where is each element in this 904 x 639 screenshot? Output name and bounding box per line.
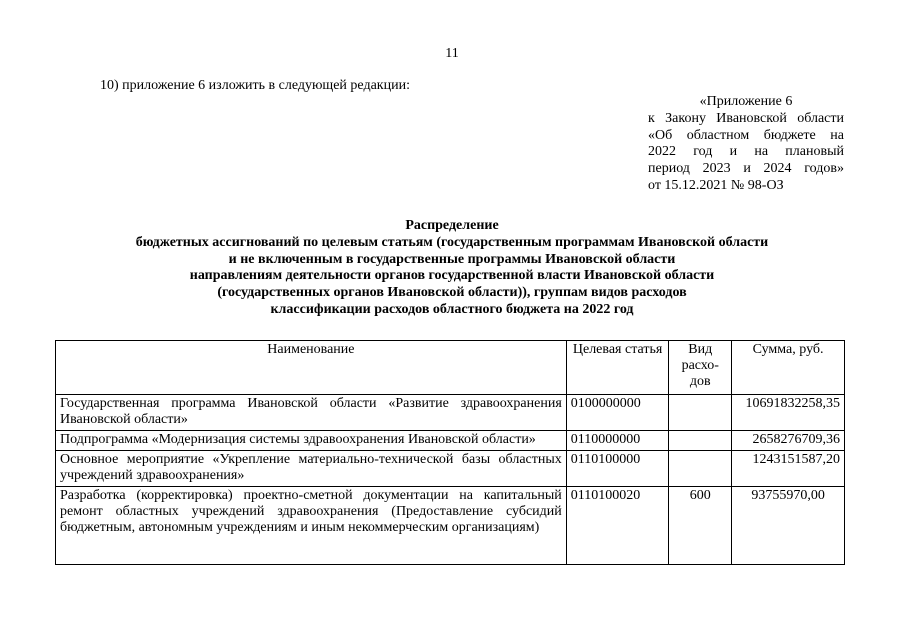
cell-code: 0100000000 (566, 395, 669, 431)
title-line: Распределение (405, 218, 499, 233)
page-number: 11 (445, 46, 459, 61)
title-line: классификации расходов областного бюджета на 2022 год (270, 301, 634, 317)
table-row (56, 395, 845, 431)
table-row (56, 451, 845, 487)
title-line: бюджетных ассигнований по целевым статьям (государственным программам Ивановской области (135, 234, 769, 250)
appendix-line: 2022 год и на плановый (648, 144, 844, 160)
appendix-line: от 15.12.2021 № 98-ОЗ (648, 177, 784, 193)
cell-type: 600 (669, 487, 732, 565)
appendix-reference (648, 94, 844, 195)
cell-type (669, 451, 732, 487)
document-title (60, 218, 844, 319)
table-header-row (56, 341, 845, 395)
cell-type (669, 395, 732, 431)
header-type: Вид расхо-дов (669, 341, 732, 395)
title-line: и не включенным в государственные программы Ивановской области (228, 251, 676, 267)
cell-code: 0110000000 (566, 431, 669, 451)
cell-type (669, 431, 732, 451)
intro-text: 10) приложение 6 изложить в следующей редакции: (100, 78, 410, 93)
cell-name: Основное мероприятие «Укрепление материально-технической базы областных учреждений здравоохранения» (56, 451, 567, 487)
title-line: направлениям деятельности органов государственной власти Ивановской области (189, 268, 715, 284)
cell-sum: 2658276709,36 (732, 431, 845, 451)
appendix-line: «Приложение 6 (699, 94, 793, 109)
cell-name: Государственная программа Ивановской области «Развитие здравоохранения Ивановской области» (56, 395, 567, 431)
table-row (56, 431, 845, 451)
cell-name: Разработка (корректировка) проектно-сметной документации на капитальный ремонт областных учреждений здравоохранения (Предоставление субсидий бюджетным, автономным учреждениям и иным некоммерческим организациям) (56, 487, 567, 565)
header-code: Целевая статья (566, 341, 669, 395)
cell-code: 0110100020 (566, 487, 669, 565)
budget-table (55, 340, 845, 565)
appendix-line: период 2023 и 2024 годов» (648, 161, 844, 177)
title-line: (государственных органов Ивановской области)), группам видов расходов (217, 285, 687, 301)
appendix-line: «Об областном бюджете на (648, 127, 844, 143)
header-name: Наименование (56, 341, 567, 395)
header-sum: Сумма, руб. (732, 341, 845, 395)
cell-sum: 10691832258,35 (732, 395, 845, 431)
appendix-line: к Закону Ивановской области (648, 110, 844, 126)
cell-sum: 1243151587,20 (732, 451, 845, 487)
cell-code: 0110100000 (566, 451, 669, 487)
cell-sum: 93755970,00 (732, 487, 845, 565)
cell-name: Подпрограмма «Модернизация системы здравоохранения Ивановской области» (56, 431, 567, 451)
table-row (56, 487, 845, 565)
